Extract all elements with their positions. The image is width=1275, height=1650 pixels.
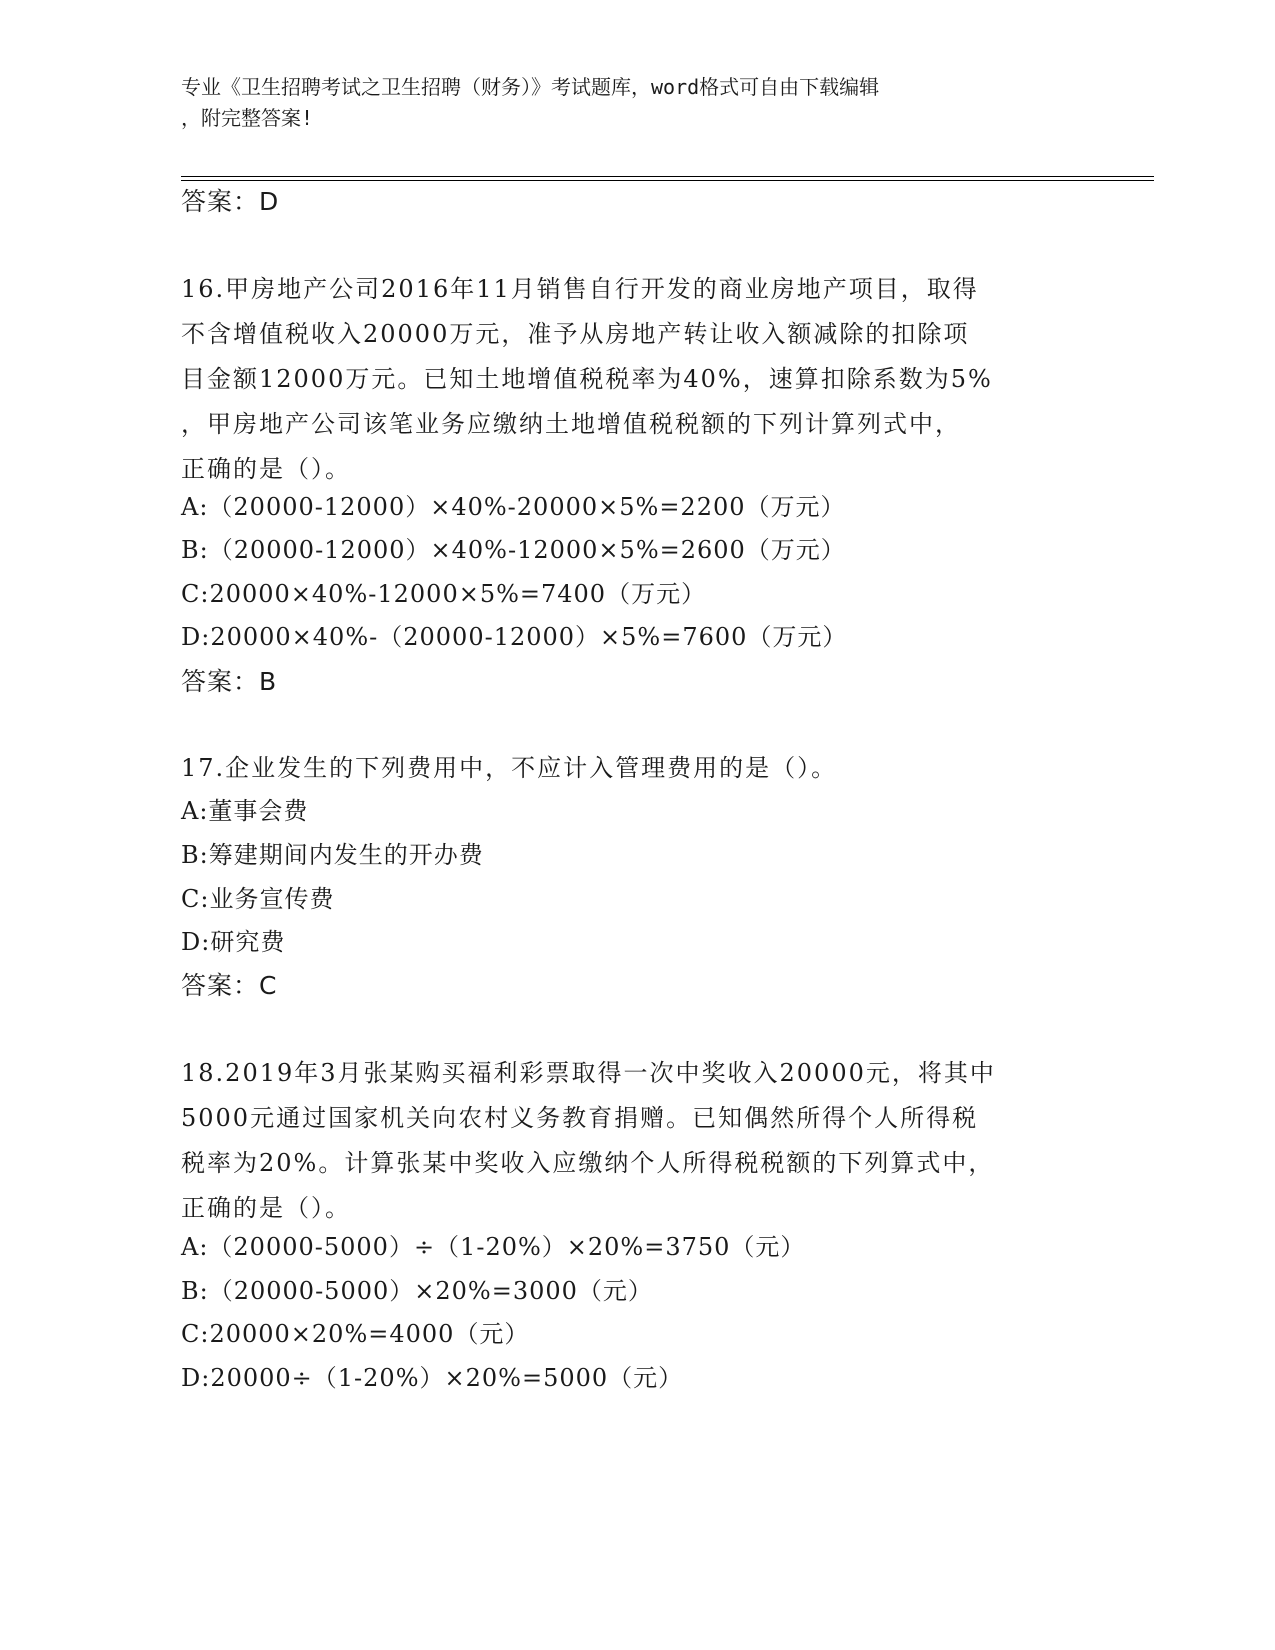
header-rule-top bbox=[181, 176, 1154, 177]
question-18-line: 正确的是（）。 bbox=[181, 1194, 351, 1222]
question-18-line: 18.2019年3月张某购买福利彩票取得一次中奖收入20000元，将其中 bbox=[181, 1059, 996, 1087]
question-16-line: ，甲房地产公司该笔业务应缴纳土地增值税税额的下列计算列式中， bbox=[181, 410, 961, 438]
q17-option-d: D:研究费 bbox=[181, 928, 286, 956]
q18-option-b: B:（20000-5000）×20%=3000（元） bbox=[181, 1277, 653, 1305]
question-16-line: 正确的是（）。 bbox=[181, 455, 351, 483]
question-18 bbox=[181, 1051, 1081, 1231]
q16-option-c: C:20000×40%-12000×5%=7400（万元） bbox=[181, 580, 707, 608]
header-rule-bottom bbox=[181, 180, 1154, 181]
q16-option-a: A:（20000-12000）×40%-20000×5%=2200（万元） bbox=[181, 493, 846, 521]
question-18-line: 税率为20%。计算张某中奖收入应缴纳个人所得税税额的下列算式中， bbox=[181, 1149, 995, 1177]
answer-17: 答案：C bbox=[181, 971, 278, 1000]
q17-option-a: A:董事会费 bbox=[181, 797, 309, 825]
question-16-line: 目金额12000万元。已知土地增值税税率为40%，速算扣除系数为5% bbox=[181, 365, 993, 393]
header-line-1: 专业《卫生招聘考试之卫生招聘（财务）》考试题库，word格式可自由下载编辑 bbox=[181, 75, 880, 99]
q17-option-c: C:业务宣传费 bbox=[181, 885, 335, 913]
question-16-line: 16.甲房地产公司2016年11月销售自行开发的商业房地产项目，取得 bbox=[181, 275, 979, 303]
question-16-line: 不含增值税收入20000万元，准予从房地产转让收入额减除的扣除项 bbox=[181, 320, 970, 348]
question-16 bbox=[181, 267, 1081, 492]
q16-option-d: D:20000×40%-（20000-12000）×5%=7600（万元） bbox=[181, 623, 848, 651]
question-17 bbox=[181, 746, 1081, 791]
question-18-line: 5000元通过国家机关向农村义务教育捐赠。已知偶然所得个人所得税 bbox=[181, 1104, 979, 1132]
header-line-2: ，附完整答案! bbox=[181, 106, 314, 130]
q18-option-d: D:20000÷（1-20%）×20%=5000（元） bbox=[181, 1364, 684, 1392]
answer-16: 答案：B bbox=[181, 667, 278, 696]
q18-option-a: A:（20000-5000）÷（1-20%）×20%=3750（元） bbox=[181, 1233, 806, 1261]
answer-15: 答案：D bbox=[181, 187, 280, 216]
q16-option-b: B:（20000-12000）×40%-12000×5%=2600（万元） bbox=[181, 536, 846, 564]
q18-option-c: C:20000×20%=4000（元） bbox=[181, 1320, 530, 1348]
page-header bbox=[181, 72, 1041, 134]
question-17-line: 17.企业发生的下列费用中，不应计入管理费用的是（）。 bbox=[181, 754, 838, 782]
q17-option-b: B:筹建期间内发生的开办费 bbox=[181, 841, 484, 869]
